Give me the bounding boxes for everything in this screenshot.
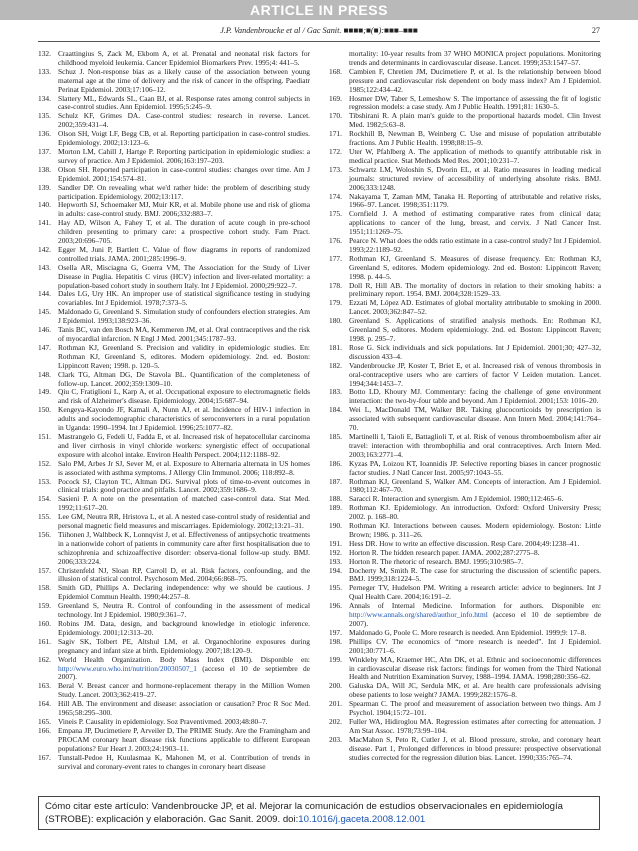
reference-number: 146. xyxy=(38,325,51,335)
reference-number: 167. xyxy=(38,752,51,762)
reference-number: 198. xyxy=(329,636,342,646)
reference-number: 145. xyxy=(38,307,51,317)
reference-item xyxy=(38,50,310,68)
reference-item xyxy=(329,682,601,700)
references-left-column xyxy=(38,50,310,771)
reference-text: Schuz J. Non-response bias as a likely cause of the association between young maternal age at the time of delivery and the risk of cancer in the offspring. Paediatr Perinat Epidemiol. 2003;17:106–12. xyxy=(58,66,310,94)
reference-number: 176. xyxy=(329,236,342,246)
reference-item xyxy=(38,184,310,202)
reference-text: Spearman C. The proof and measurement of association between two things. Am J Psychol. 1904;15:72–101. xyxy=(349,699,601,718)
reference-number: 194. xyxy=(329,565,342,575)
reference-item xyxy=(38,95,310,113)
reference-item xyxy=(329,504,601,522)
reference-number: 181. xyxy=(329,342,342,352)
reference-url-link[interactable]: http://www.euro.who.int/nutrition/20030507_1 xyxy=(58,663,197,673)
reference-text: Wei L, MacDonald TM, Walker BR. Taking glucocorticoids by prescription is associated with subsequent cardiovascular disease. Ann Intern Med. 2004;141:764–70. xyxy=(349,405,601,433)
reference-text: Egger M, Juni P, Bartlett C. Value of flow diagrams in reports of randomized controlled trials. JAMA. 2001;285:1996–9. xyxy=(58,244,310,263)
reference-text: Greenland S, Neutra R. Control of confounding in the assessment of medical technology. Int J Epidemiol. 1980;9:361–7. xyxy=(58,601,310,620)
reference-text: Olson SH. Reported participation in case-control studies: changes over time. Am J Epidemiol. 2001;154:574–81. xyxy=(58,164,310,183)
reference-number: 164. xyxy=(38,699,51,709)
reference-number: 185. xyxy=(329,431,342,441)
references-right-column xyxy=(329,50,601,763)
reference-text: Robins JM. Data, design, and background knowledge in etiologic inference. Epidemiology. 2001;12:313–20. xyxy=(58,619,310,637)
reference-text: Kyzas PA, Loizou KT, Ioannidis JP. Selective reporting biases in cancer prognostic factor studies. J Natl Cancer Inst. 2005;97:1043–55. xyxy=(349,458,601,477)
reference-text: Botto LD, Khoury MJ. Commentary: facing the challenge of gene environment interaction: the two-by-four table and beyond. Am J Epidemiol. 2001;153: 1016–20. xyxy=(349,387,601,406)
reference-item xyxy=(329,433,601,460)
reference-item xyxy=(38,166,310,184)
reference-number: 179. xyxy=(329,298,342,308)
reference-text: Tunstall-Pedoe H, Kuulasmaa K, Mahonen M, et al. Contribution of trends in survival and coronary-event rates to changes in coronary heart disease xyxy=(58,752,310,771)
reference-text: Rothman KJ, Greenland S. Measures of disease frequency. En: Rothman KJ, Greenland S, editores. Modern epidemiology. 2nd ed. Boston: Lippincott Raven; 1998. p. 44–5. xyxy=(349,253,601,281)
reference-text: Docherty M, Smith R. The case for structuring the discussion of scientific papers. BMJ. 1999;318:1224–5. xyxy=(349,565,601,584)
reference-number: 161. xyxy=(38,636,51,646)
reference-number: 203. xyxy=(329,734,342,744)
reference-text: Fuller WA, Hidiroglou MA. Regression estimates after correcting for attenuation. J Am Stat Assoc. 1978;73:99–104. xyxy=(349,716,601,735)
reference-number: 182. xyxy=(329,360,342,370)
reference-number: 144. xyxy=(38,289,51,299)
reference-item xyxy=(38,112,310,130)
reference-item xyxy=(38,388,310,406)
reference-number: 183. xyxy=(329,387,342,397)
reference-number: 134. xyxy=(38,93,51,103)
reference-item xyxy=(329,406,601,433)
reference-number: 168. xyxy=(329,66,342,76)
reference-number: 200. xyxy=(329,681,342,691)
reference-item xyxy=(329,50,601,68)
reference-item xyxy=(329,736,601,763)
reference-item xyxy=(38,433,310,460)
reference-number: 147. xyxy=(38,342,51,352)
reference-number: 201. xyxy=(329,699,342,709)
journal-citation: J.P. Vandenbroucke et al / Gac Sanit. ■■■■;■(■):■■■–■■■ xyxy=(220,26,418,35)
reference-item xyxy=(38,602,310,620)
reference-text: Perneger TV, Hudelson PM. Writing a research article: advice to beginners. Int J Qual Health Care. 2004;16:191–2. xyxy=(349,583,601,602)
reference-text: Slattery ML, Edwards SL, Caan BJ, et al. Response rates among control subjects in case-control studies. Ann Epidemiol. 1995;5:245–9. xyxy=(58,93,310,112)
reference-item xyxy=(329,522,601,540)
reference-item xyxy=(38,513,310,531)
reference-item xyxy=(38,371,310,389)
reference-number: 158. xyxy=(38,583,51,593)
reference-number: 162. xyxy=(38,654,51,664)
reference-item xyxy=(38,344,310,371)
reference-item xyxy=(38,68,310,95)
reference-item xyxy=(329,166,601,193)
reference-text: Horton R. The hidden research paper. JAMA. 2002;287:2775–8. xyxy=(349,547,540,557)
reference-text: mortality: 10-year results from 37 WHO MONICA project populations. Monitoring trends and determinants in cardiovascular disease. Lancet. 1999;353:1547–57. xyxy=(349,49,601,67)
reference-item xyxy=(329,112,601,130)
reference-text: Sagiv SK, Tolbert PE, Altshul LM, et al. Organochlorine exposures during pregnancy and infant size at birth. Epidemiology. 2007;18:120–9. xyxy=(58,636,310,655)
reference-text: Horton R. The rhetoric of research. BMJ. 1995;310:985–7. xyxy=(349,556,524,566)
reference-text: Saracci R. Interaction and synergism. Am J Epidemiol. 1980;112:465–6. xyxy=(349,494,564,504)
reference-item xyxy=(38,700,310,718)
reference-number: 174. xyxy=(329,191,342,201)
reference-item xyxy=(329,237,601,255)
reference-text: Hill AB. The environment and disease: association or causation? Proc R Soc Med. 1965;58:295–300. xyxy=(58,699,310,718)
reference-item xyxy=(38,326,310,344)
reference-text: Vandenbroucke JP, Koster T, Briet E, et al. Increased risk of venous thrombosis in oral-contraceptive users who are carriers of factor V Leiden mutation. Lancet. 1994;344:1453–7. xyxy=(349,360,601,388)
reference-url-link[interactable]: http://www.annals.org/shared/author_info.html xyxy=(349,610,488,620)
running-header xyxy=(38,25,600,45)
reference-number: 189. xyxy=(329,503,342,513)
reference-number: 154. xyxy=(38,494,51,504)
reference-item xyxy=(329,460,601,478)
reference-text: Tibshirani R. A plain man's guide to the proportional hazards model. Clin Invest Med. 1982;5:63–8. xyxy=(349,111,601,130)
page-number: 27 xyxy=(591,26,600,35)
reference-text: Empana JP, Ducimetiere P, Arveiler D, The PRIME Study. Are the Framingham and PROCAM coronary heart disease risk functions applicable to different European populations? Eur Heart J. 2003;24:1903–11. xyxy=(58,725,310,753)
reference-item xyxy=(329,478,601,496)
reference-number: 169. xyxy=(329,93,342,103)
reference-item xyxy=(38,682,310,700)
reference-item xyxy=(38,290,310,308)
reference-number: 157. xyxy=(38,565,51,575)
reference-item xyxy=(329,718,601,736)
reference-item xyxy=(38,130,310,148)
reference-item xyxy=(329,282,601,300)
reference-text: Dales LG, Ury HK. An improper use of statistical significance testing in studying covariables. Int J Epidemiol. 1978;7:373–5. xyxy=(58,289,310,308)
reference-number: 202. xyxy=(329,716,342,726)
reference-text: Hay AD, Wilson A, Fahey T, et al. The duration of acute cough in pre-school children presenting to primary care: a prospective cohort study. Fam Pract. 2003;20:696–705. xyxy=(58,218,310,246)
reference-text: Olson SH, Voigt LF, Begg CB, et al. Reporting participation in case-control studies. Epidemiology. 2002;13:123–6. xyxy=(58,129,310,148)
reference-item xyxy=(329,148,601,166)
reference-number: 163. xyxy=(38,681,51,691)
reference-text: Greenland S. Applications of stratified analysis methods. En: Rothman KJ, Greenland S, editores. Modern epidemiology. 2nd. ed. Boston: Lippincott Raven; 1998. p. 295–7. xyxy=(349,316,601,343)
header-rule xyxy=(38,41,600,42)
reference-text: Tiihonen J, Walhbeck K, Lonnqvist J, et al. Effectiveness of antipsychotic treatments in a nationwide cohort of patients in community care after first hospitalisation due to schizophrenia and schizoaffective disorder: observa-tional follow-up study. BMJ. 2006;333:224. xyxy=(58,529,310,566)
reference-text: Phillips CV. The economics of “more research is needed”. Int J Epidemiol. 2001;30:771–6. xyxy=(349,636,601,655)
reference-access-note: (acceso el 10 de septiembre de 2007). xyxy=(349,610,601,628)
reference-text: Mastrangelo G, Fedeli U, Fadda E, et al. Increased risk of hepatocellular carcinoma and liver cirrhosis in vinyl chloride workers: synergistic effect of occupational exposure with alcohol intake. Environ Health Perspect. 2004;112:1188–92. xyxy=(58,431,310,459)
reference-text: Rockhill B, Newman B, Weinberg C. Use and misuse of population attributable fractions. Am J Public Health. 1998;88:15–9. xyxy=(349,129,601,148)
reference-number: 178. xyxy=(329,280,342,290)
reference-item xyxy=(329,584,601,602)
reference-number: 148. xyxy=(38,369,51,379)
reference-number: 166. xyxy=(38,725,51,735)
reference-number: 170. xyxy=(329,111,342,121)
reference-number: 153. xyxy=(38,476,51,486)
reference-number: 152. xyxy=(38,458,51,468)
reference-number: 197. xyxy=(329,627,342,637)
reference-text: Sandler DP. On revealing what we'd rather hide: the problem of describing study participation. Epidemiology. 2002;13:117. xyxy=(58,182,310,201)
reference-number: 136. xyxy=(38,129,51,139)
reference-number: 193. xyxy=(329,556,342,566)
reference-item xyxy=(38,148,310,166)
reference-text: Maldonado G, Poole C. More research is needed. Ann Epidemiol. 1999;9: 17–8. xyxy=(349,627,587,637)
reference-text: Rothman KJ, Greenland S, Walker AM. Concepts of interaction. Am J Epidemiol. 1980;112:467–70. xyxy=(349,476,601,495)
reference-item xyxy=(329,210,601,237)
reference-text: MacMahon S, Peto R, Cutler J, et al. Blood pressure, stroke, and coronary heart disease. Part 1, Prolonged differences in blood pressure: prospective observational studies corrected for the regression dilution bias. Lancet. 1990;335:765–74. xyxy=(349,734,601,762)
reference-text: Winkleby MA, Kraemer HC, Ahn DK, et al. Ethnic and socioeconomic differences in cardiovascular disease risk factors: findings for women from the Third National Health and Nutrition Examination Survey, 1988–1994. JAMA. 1998;280:356–62. xyxy=(349,654,601,682)
reference-item xyxy=(38,584,310,602)
reference-text: Pocock SJ, Clayton TC, Altman DG. Survival plots of time-to-event outcomes in clinical trials: good practice and pitfalls. Lancet. 2002;359:1686–9. xyxy=(58,476,310,495)
reference-number: 159. xyxy=(38,601,51,611)
reference-number: 196. xyxy=(329,601,342,611)
citation-text: Cómo citar este artículo: Vandenbroucke JP, et al. Mejorar la comunicación de estudios observacionales en epidemiología (STROBE): explicación y elaboración. Gac Sanit. 2009. doi: xyxy=(45,801,563,825)
reference-text: Tanis BC, van den Bosch MA, Kemmeren JM, et al. Oral contraceptives and the risk of myocardial infarction. N Engl J Med. 2001;345:1787–93. xyxy=(58,325,310,343)
reference-number: 138. xyxy=(38,164,51,174)
reference-number: 149. xyxy=(38,387,51,397)
reference-text: Osella AR, Misciagna G, Guerra VM, The Association for the Study of Liver Disease in Puglia. Hepatitis C virus (HCV) infection and liver-related mortality: a population-based cohort study in southern Italy. Int J Epidemiol. 2000;29:922–7. xyxy=(58,262,310,290)
reference-number: 155. xyxy=(38,512,51,522)
reference-text: Martinelli I, Taioli E, Battaglioli T, et al. Risk of venous thromboembolism after air travel: interaction with thrombophilia and oral contraceptives. Arch Intern Med. 2003;163:2771–4. xyxy=(349,431,601,459)
reference-text: Hosmer DW, Taber S, Lemeshow S. The importance of assessing the fit of logistic regression models: a case study. Am J Public Health. 1991;81: 1630–5. xyxy=(349,93,601,112)
reference-text: Rothman KJ. Interactions between causes. Modern epidemiology. Boston: Little Brown; 1986. p. 311–26. xyxy=(349,521,601,539)
reference-text: Lee GM, Neutra RR, Hristova L, et al. A nested case-control study of residential and personal magnetic field measures and miscarriages. Epidemiology. 2002;13:21–31. xyxy=(58,512,310,531)
reference-number: 186. xyxy=(329,458,342,468)
reference-number: 180. xyxy=(329,316,342,326)
reference-item xyxy=(329,344,601,362)
reference-text: Cambien F, Chretien JM, Ducimetiere P, et al. Is the relationship between blood pressure and cardiovascular risk dependent on body mass index? Am J Epidemiol. 1985;122:434–42. xyxy=(349,66,601,94)
reference-number: 171. xyxy=(329,129,342,139)
reference-item xyxy=(329,638,601,656)
reference-number: 156. xyxy=(38,529,51,539)
reference-number: 165. xyxy=(38,716,51,726)
doi-link[interactable]: 10.1016/j.gaceta.2008.12.001 xyxy=(298,814,426,825)
reference-text: Rothman KJ, Greenland S. Precision and validity in epidemiologic studies. En: Rothman KJ, Greenland S, editores. Modern epidemiology. 2nd. ed. Boston: Lippincott Raven; 1998. p. 120–5. xyxy=(58,342,310,370)
reference-item xyxy=(329,95,601,113)
reference-number: 142. xyxy=(38,244,51,254)
reference-text: Hepworth SJ, Schoemaker MJ, Muir KR, et al. Mobile phone use and risk of glioma in adults: case-control study. BMJ. 2006;332:883–7. xyxy=(58,200,310,219)
reference-text: Morton LM, Cahill J, Hartge P. Reporting participation in epidemiologic studies: a survey of practice. Am J Epidemiol. 2006;163:197–203. xyxy=(58,146,310,165)
reference-item xyxy=(38,460,310,478)
reference-text: Beral V. Breast cancer and hormone-replacement therapy in the Million Women Study. Lancet. 2003;362:419–27. xyxy=(58,681,310,700)
reference-number: 190. xyxy=(329,521,342,531)
reference-text: Vineis P. Causality in epidemiology. Soz Praventivmed. 2003;48:80–7. xyxy=(58,716,268,726)
reference-number: 160. xyxy=(38,619,51,628)
reference-text: Pearce N. What does the odds ratio estimate in a case-control study? Int J Epidemiol. 1993;22:1189–92. xyxy=(349,236,601,254)
reference-number: 175. xyxy=(329,209,342,219)
reference-item xyxy=(329,130,601,148)
reference-text: Kengeya-Kayondo JF, Kamali A, Nunn AJ, et al. Incidence of HIV-1 infection in adults and sociodemographic characteristics of seroconverters in a rural population in Uganda: 1990–1994. Int J Epidemiol. 1996;25:1077–82. xyxy=(58,405,310,433)
reference-text: Salo PM, Arbes Jr SJ, Sever M, et al. Exposure to Alternaria alternata in US homes is associated with asthma symptoms. J Allergy Clin Immunol. 2006; 118:892–8. xyxy=(58,458,310,477)
article-in-press-banner: ARTICLE IN PRESS xyxy=(0,0,638,20)
reference-item xyxy=(329,388,601,406)
reference-text: Annals of Internal Medicine. Information for authors. Disponible en: xyxy=(349,601,601,611)
reference-text: Qiu C, Fratiglioni L, Karp A, et al. Occupational exposure to electromagnetic fields and risk of Alzheimer's disease. Epidemiology. 2004;15:687–94. xyxy=(58,387,310,406)
reference-number: 187. xyxy=(329,476,342,486)
reference-number: 151. xyxy=(38,431,51,441)
reference-number: 188. xyxy=(329,494,342,504)
reference-text: Doll R, Hill AB. The mortality of doctors in relation to their smoking habits: a preliminary report. 1954. BMJ. 2004;328:1529–33. xyxy=(349,280,601,299)
reference-number: 192. xyxy=(329,547,342,557)
reference-item xyxy=(38,406,310,433)
reference-item xyxy=(38,246,310,264)
reference-text: Maldonado G, Greenland S. Simulation study of confounders election strategies. Am J Epidemiol. 1993;138:923–36. xyxy=(58,307,310,326)
reference-text: Hess DR. How to write an effective discussion. Resp Care. 2004;49:1238–41. xyxy=(349,538,580,548)
reference-number: 132. xyxy=(38,49,51,58)
reference-item xyxy=(38,567,310,585)
reference-item xyxy=(38,531,310,567)
reference-item xyxy=(329,602,601,629)
reference-number: 137. xyxy=(38,146,51,156)
reference-item xyxy=(329,193,601,211)
reference-text: Nakayama T, Zaman MM, Tanaka H. Reporting of attributable and relative risks, 1966–97. Lancet. 1998;351:1179. xyxy=(349,191,601,210)
reference-text: Clark TG, Altman DG, De Stavola BL. Quantification of the completeness of follow-up. Lancet. 2002;359:1309–10. xyxy=(58,369,310,388)
reference-text: Schulz KF, Grimes DA. Case-control studies: research in reverse. Lancet. 2002;359:431–4. xyxy=(58,111,310,130)
reference-access-note: (acceso el 10 de septiembre de 2007). xyxy=(58,663,310,682)
reference-number: 177. xyxy=(329,253,342,263)
reference-text: Galuska DA, Will JC, Serdula MK, et al. Are health care professionals advising obese patients to lose weight? JAMA. 1999;282:1576–8. xyxy=(349,681,601,700)
reference-text: Uter W, Pfahlberg A. The application of methods to quantify attributable risk in medical practice. Stat Methods Med Res. 2001;10:231–7. xyxy=(349,146,601,165)
reference-text: Schwartz LM, Woloshin S, Dvorin EL, et al. Ratio measures in leading medical journals: structured review of accessibility of underlying absolute risks. BMJ. 2006;333:1248. xyxy=(349,164,601,192)
reference-number: 172. xyxy=(329,146,342,156)
reference-number: 191. xyxy=(329,538,342,548)
reference-item xyxy=(38,656,310,683)
reference-text: Sasieni P. A note on the presentation of matched case-control data. Stat Med. 1992;11:617–20. xyxy=(58,494,310,513)
reference-text: Ezzati M, López AD. Estimates of global mortality attributable to smoking in 2000. Lancet. 2003;362:847–52. xyxy=(349,298,601,317)
reference-number: 199. xyxy=(329,654,342,664)
reference-number: 195. xyxy=(329,583,342,593)
reference-item xyxy=(38,201,310,219)
reference-item xyxy=(329,317,601,344)
reference-item xyxy=(329,255,601,282)
reference-text: Rothman KJ. Epidemiology. An introduction. Oxford: Oxford University Press; 2002. p. 168–80. xyxy=(349,503,601,522)
reference-number: 133. xyxy=(38,66,51,76)
reference-item xyxy=(38,620,310,638)
reference-number: 173. xyxy=(329,164,342,174)
citation-box xyxy=(38,796,600,830)
reference-number: 139. xyxy=(38,182,51,192)
reference-text: World Health Organization. Body Mass Index (BMI). Disponible en: xyxy=(58,654,310,664)
reference-number: 184. xyxy=(329,405,342,415)
reference-item xyxy=(38,264,310,291)
reference-item xyxy=(38,308,310,326)
reference-number: 143. xyxy=(38,262,51,272)
reference-item xyxy=(38,478,310,496)
reference-item xyxy=(38,495,310,513)
reference-item xyxy=(38,727,310,754)
reference-item xyxy=(329,656,601,683)
reference-item xyxy=(329,362,601,389)
reference-item xyxy=(329,299,601,317)
reference-item xyxy=(329,700,601,718)
reference-text: Christenfeld NJ, Sloan RP, Carroll D, et al. Risk factors, confounding, and the illusion of statistical control. Psychosom Med. 2004;66:868–75. xyxy=(58,565,310,584)
reference-item xyxy=(38,638,310,656)
reference-number: 140. xyxy=(38,200,51,210)
reference-number: 141. xyxy=(38,218,51,228)
reference-item xyxy=(38,754,310,772)
reference-number: 135. xyxy=(38,111,51,121)
reference-item xyxy=(329,68,601,95)
reference-item xyxy=(329,567,601,585)
reference-item xyxy=(38,219,310,246)
reference-text: Rose G. Sick individuals and sick populations. Int J Epidemiol. 2001;30; 427–32, discussion 433–4. xyxy=(349,342,601,361)
reference-text: Craattingius S, Zack M, Ekbom A, et al. Prenatal and neonatal risk factors for childhood myeloid leukemia. Cancer Epidemiol Biomarkers Prev. 1995;4: 441–5. xyxy=(58,49,310,67)
reference-text: Cornfield J. A method of estimating comparative rates from clinical data; applications to cancer of the lung, breast, and cervix. J Natl Cancer Inst. 1951;11:1269–75. xyxy=(349,209,601,237)
reference-text: Smith GD, Phillips A. Declaring independence: why we should be cautious. J Epidemiol Commun Health. 1990;44:257–8. xyxy=(58,583,310,602)
reference-number: 150. xyxy=(38,405,51,415)
